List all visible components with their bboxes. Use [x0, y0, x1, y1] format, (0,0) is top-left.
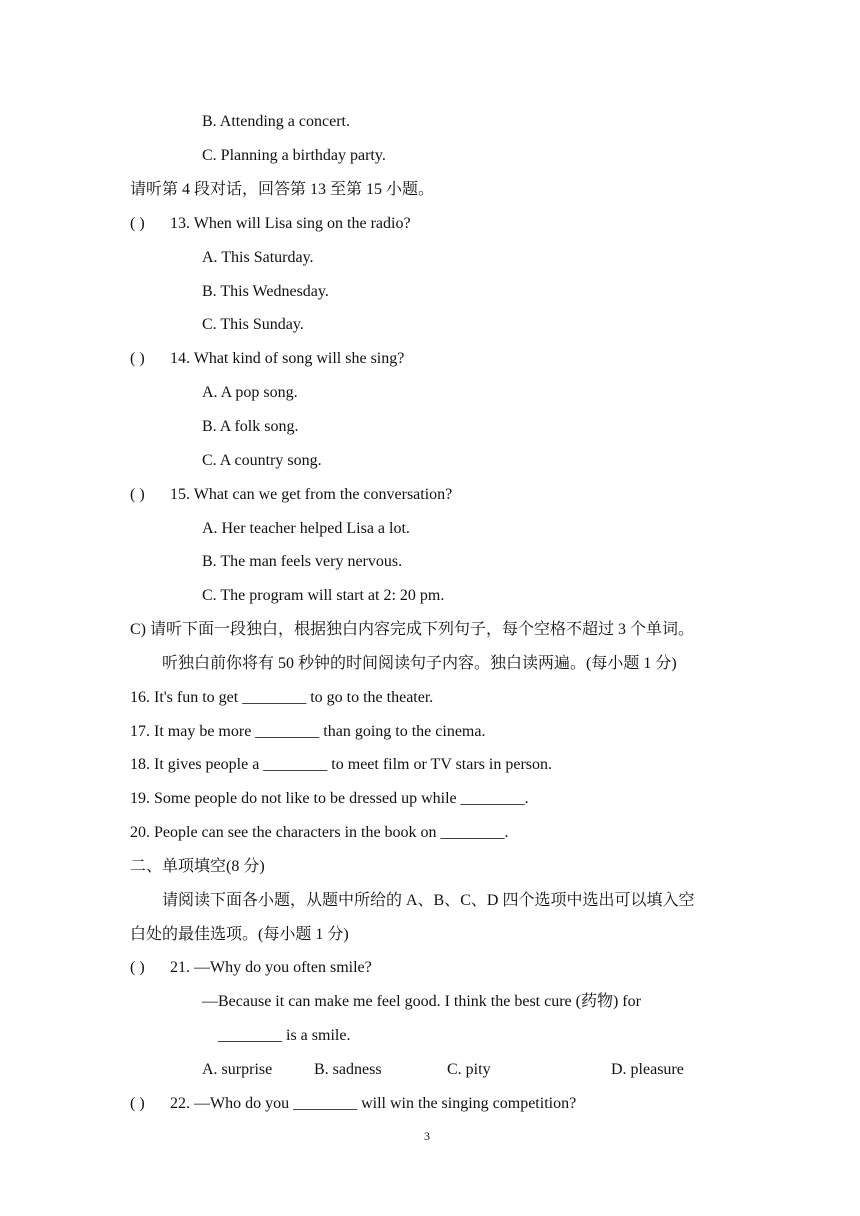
section-intro-4: 请听第 4 段对话，回答第 13 至第 15 小题。: [130, 181, 435, 198]
option-c: C. This Sunday.: [202, 316, 304, 333]
option-a: A. surprise: [202, 1061, 273, 1078]
option-b: B. This Wednesday.: [202, 283, 329, 300]
page-number: 3: [424, 1129, 430, 1143]
question-21-reply-2: ________ is a smile.: [218, 1027, 351, 1044]
question-13: [130, 214, 411, 234]
part-c-instruction-2: 听独白前你将有 50 秒钟的时间阅读句子内容。独白读两遍。(每小题 1 分): [162, 655, 677, 672]
fill-item-16: 16. It's fun to get ________ to go to the theater.: [130, 689, 434, 706]
answer-blank: ( ): [130, 350, 145, 367]
fill-item-20: 20. People can see the characters in the book on ________.: [130, 824, 509, 841]
option-c: C. The program will start at 2: 20 pm.: [202, 587, 445, 604]
option-b: B. The man feels very nervous.: [202, 553, 403, 570]
question-22: [130, 1094, 576, 1114]
option-a: A. This Saturday.: [202, 249, 314, 266]
question-stem: 15. What can we get from the conversation?: [170, 486, 453, 503]
option-c: C. pity: [447, 1061, 491, 1078]
question-21: [130, 958, 372, 978]
answer-blank: ( ): [130, 215, 145, 232]
section-2-instruction-2: 白处的最佳选项。(每小题 1 分): [130, 926, 349, 943]
question-stem: 21. —Why do you often smile?: [170, 959, 372, 976]
option-c: C. A country song.: [202, 452, 322, 469]
part-c-instruction: C) 请听下面一段独白，根据独白内容完成下列句子，每个空格不超过 3 个单词。: [130, 621, 695, 638]
option-a: A. Her teacher helped Lisa a lot.: [202, 520, 410, 537]
question-14: [130, 349, 404, 369]
answer-blank: ( ): [130, 959, 145, 976]
question-15: [130, 485, 452, 505]
section-2-instruction: 请阅读下面各小题，从题中所给的 A、B、C、D 四个选项中选出可以填入空: [162, 892, 695, 909]
question-stem: 14. What kind of song will she sing?: [170, 350, 405, 367]
option-b: B. A folk song.: [202, 418, 299, 435]
question-stem: 22. —Who do you ________ will win the singing competition?: [170, 1095, 577, 1112]
answer-blank: ( ): [130, 1095, 145, 1112]
option-b-prev: B. Attending a concert.: [202, 113, 350, 130]
answer-blank: ( ): [130, 486, 145, 503]
question-21-reply: —Because it can make me feel good. I think the best cure (药物) for: [202, 993, 641, 1010]
option-d: D. pleasure: [611, 1061, 684, 1078]
fill-item-17: 17. It may be more ________ than going to the cinema.: [130, 723, 486, 740]
question-stem: 13. When will Lisa sing on the radio?: [170, 215, 411, 232]
option-a: A. A pop song.: [202, 384, 298, 401]
fill-item-18: 18. It gives people a ________ to meet film or TV stars in person.: [130, 756, 553, 773]
option-c-prev: C. Planning a birthday party.: [202, 147, 386, 164]
section-2-title: 二、单项填空(8 分): [130, 858, 265, 875]
fill-item-19: 19. Some people do not like to be dressed up while ________.: [130, 790, 529, 807]
option-b: B. sadness: [314, 1061, 382, 1078]
